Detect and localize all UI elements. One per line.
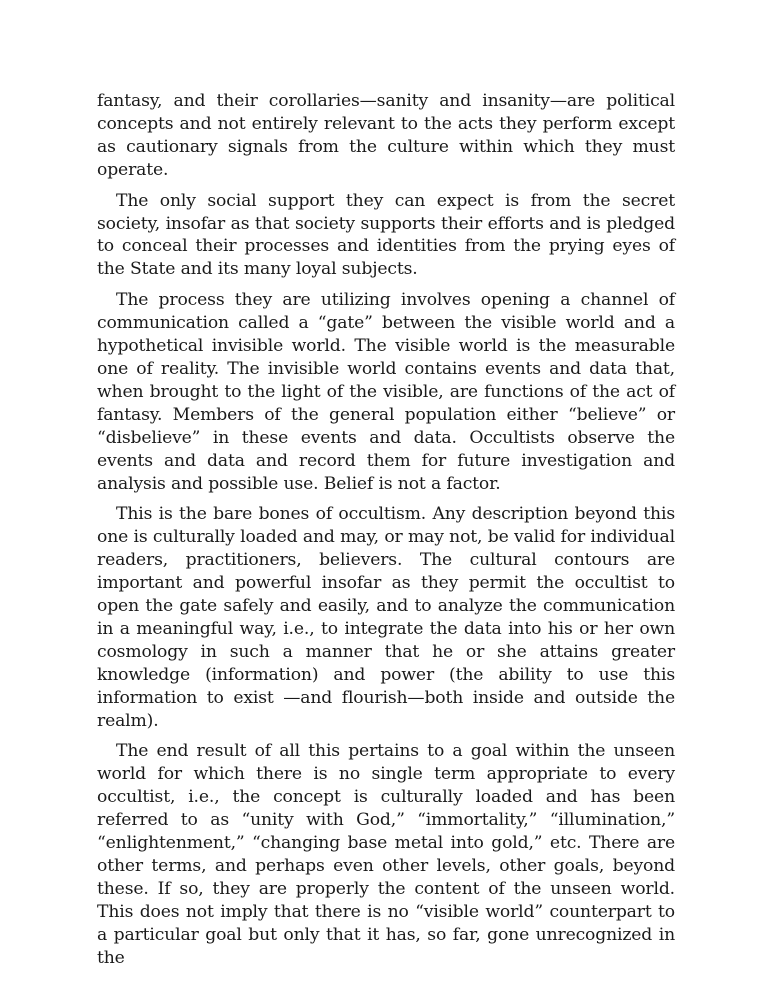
page-body	[97, 90, 675, 978]
paragraph: The process they are utilizing involves opening a channel of communication called a “gate” between the visible world and a hypothetical invisible world. The visible world is the measurable one of reality. The invisible world contains events and data that, when brought to the light of the visible, are functions of the act of fantasy. Members of the general population either “believe” or “disbelieve” in these events and data. Occultists observe the events and data and record them for future investigation and analysis and possible use. Belief is not a factor.	[97, 290, 675, 494]
paragraph: The end result of all this pertains to a goal within the unseen world for which there is no single term appropriate to every occultist, i.e., the concept is culturally loaded and has been referred to as “unity with God,” “immortality,” “illumination,” “enlightenment,” “changing base metal into gold,” etc. There are other terms, and perhaps even other levels, other goals, beyond these. If so, they are properly the content of the unseen world. This does not imply that there is no “visible world” counterpart to a particular goal but only that it has, so far, gone unrecognized in the	[97, 741, 675, 968]
paragraph: The only social support they can expect is from the secret society, insofar as that society supports their efforts and is pledged to conceal their processes and identities from the prying eyes of the State and its many loyal subjects.	[97, 190, 675, 280]
paragraph: This is the bare bones of occultism. Any description beyond this one is culturally loaded and may, or may not, be valid for individual readers, practitioners, believers. The cultural contours are important and powerful insofar as they permit the occultist to open the gate safely and easily, and to analyze the communication in a meaningful way, i.e., to integrate the data into his or her own cosmology in such a manner that he or she attains greater knowledge (information) and power (the ability to use this information to exist —and flourish—both inside and outside the realm).	[97, 504, 675, 731]
paragraph-continued: fantasy, and their corollaries—sanity and insanity—are political concepts and not entirely relevant to the acts they perform except as cautionary signals from the culture within which they must operate.	[97, 91, 675, 180]
